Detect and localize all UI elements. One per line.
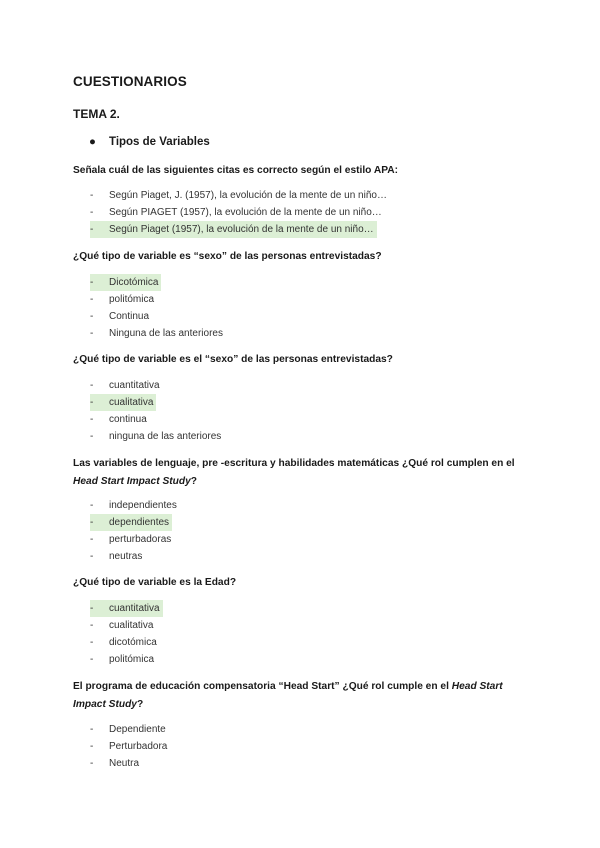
option: - cualitativa [90, 620, 154, 631]
bullet-icon: ● [89, 136, 96, 148]
option: - neutras [90, 551, 143, 562]
question-1: Señala cuál de las siguientes citas es correcto según el estilo APA: [73, 165, 398, 176]
question-5: ¿Qué tipo de variable es la Edad? [73, 577, 237, 588]
question-4: Las variables de lenguaje, pre -escritura y habilidades matemáticas ¿Qué rol cumplen en el Head Start Impact Study? [73, 458, 515, 487]
option: - cuantitativa [90, 380, 160, 391]
option: - politómica [90, 654, 155, 665]
option-correct: - cualitativa [90, 394, 156, 411]
tema-heading: TEMA 2. [73, 107, 120, 121]
question-2: ¿Qué tipo de variable es “sexo” de las personas entrevistadas? [73, 251, 382, 262]
option: - ninguna de las anteriores [90, 431, 222, 442]
option-correct: - dependientes [90, 514, 172, 531]
page-title: CUESTIONARIOS [73, 74, 187, 89]
option: - Según PIAGET (1957), la evolución de la mente de un niño… [90, 207, 382, 218]
option: - Según Piaget, J. (1957), la evolución de la mente de un niño… [90, 190, 387, 201]
options-list-2 [90, 274, 223, 342]
option: - independientes [90, 500, 177, 511]
option: - Continua [90, 311, 150, 322]
options-list-5 [90, 600, 163, 668]
option-correct: - cuantitativa [90, 600, 163, 617]
options-list-4 [90, 497, 177, 565]
section-label: Tipos de Variables [109, 136, 210, 148]
option: - Neutra [90, 758, 140, 769]
option: - Ninguna de las anteriores [90, 328, 223, 339]
option: - Dependiente [90, 724, 166, 735]
option-correct: - Dicotómica [90, 274, 161, 291]
option: - continua [90, 414, 147, 425]
question-6: El programa de educación compensatoria “Head Start” ¿Qué rol cumple en el Head Start Impact Study? [73, 681, 503, 710]
option: - Perturbadora [90, 741, 168, 752]
options-list-1 [90, 187, 387, 238]
options-list-6 [90, 721, 167, 772]
options-list-3 [90, 377, 221, 445]
option: - dicotómica [90, 637, 157, 648]
section-heading [89, 136, 210, 148]
question-3: ¿Qué tipo de variable es el “sexo” de las personas entrevistadas? [73, 354, 393, 365]
option-correct: - Según Piaget (1957), la evolución de la mente de un niño… [90, 221, 377, 238]
option: - politómica [90, 294, 155, 305]
option: - perturbadoras [90, 534, 172, 545]
